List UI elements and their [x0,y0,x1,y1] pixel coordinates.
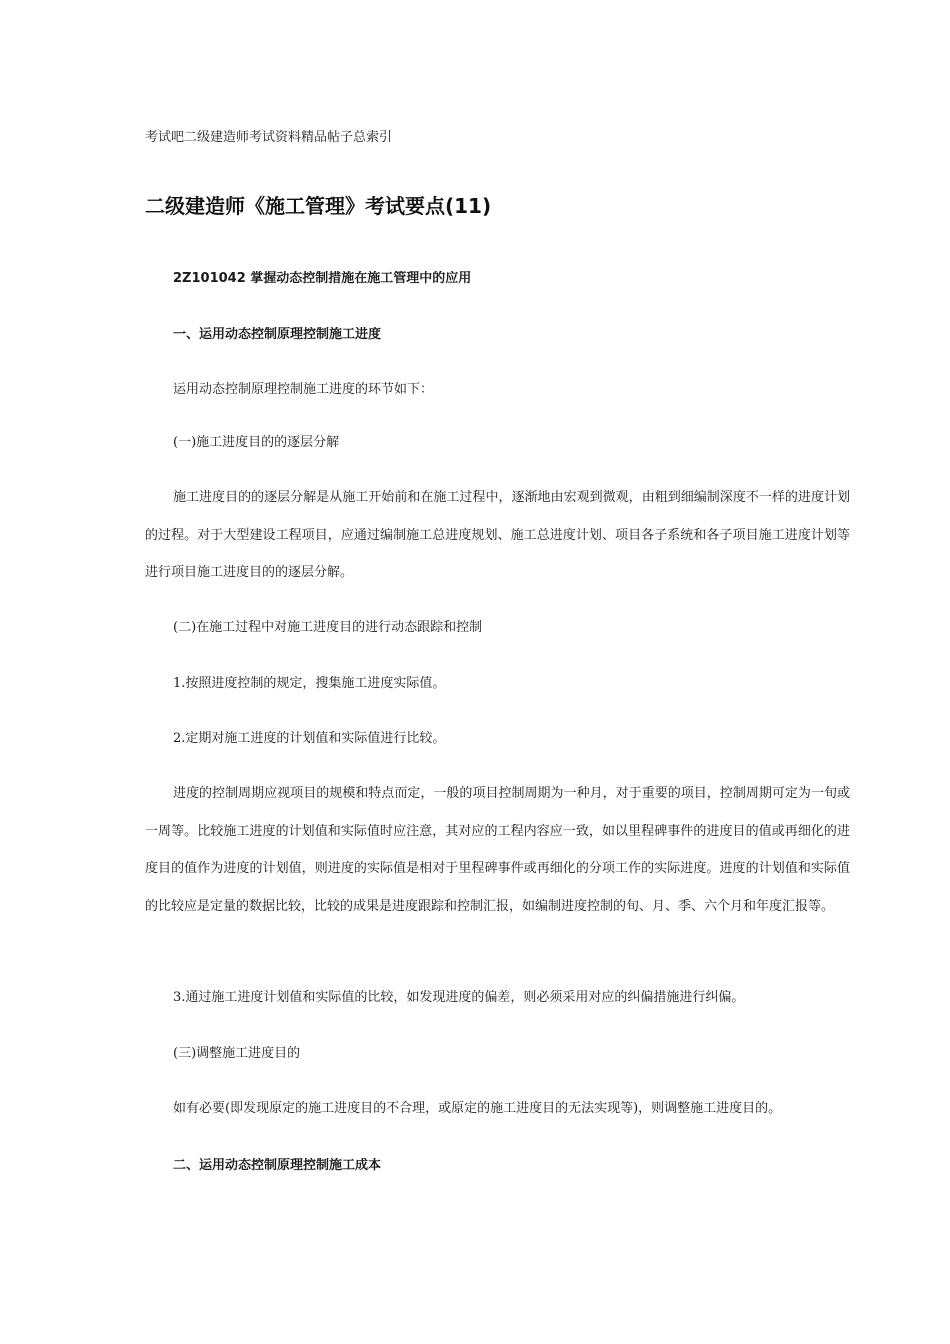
list-item-1: 1.按照进度控制的规定，搜集施工进度实际值。 [173,676,446,691]
paragraph-1: 施工进度目的的逐层分解是从施工开始前和在施工过程中，逐渐地由宏观到微观，由粗到细编制深度不一样的进度计划的过程。对于大型建设工程项目，应通过编制施工总进度规划、施工总进度计划、项目各子系统和各子项目施工进度计划等进行项目施工进度目的的逐层分解。 [145,490,850,580]
section-heading-1: 一、运用动态控制原理控制施工进度 [173,327,382,342]
section-code-heading: 2Z101042 掌握动态控制措施在施工管理中的应用 [173,271,472,286]
list-item-2: 2.定期对施工进度的计划值和实际值进行比较。 [173,731,446,746]
subheading-3: (三)调整施工进度目的 [173,1046,301,1061]
header-link[interactable]: 考试吧二级建造师考试资料精品帖子总索引 [145,130,393,145]
paragraph-3: 如有必要(即发现原定的施工进度目的不合理，或原定的施工进度目的无法实现等)，则调整施工进度目的。 [173,1101,782,1116]
section-heading-2: 二、运用动态控制原理控制施工成本 [173,1158,382,1173]
subheading-1: (一)施工进度目的的逐层分解 [173,435,340,450]
page-title: 二级建造师《施工管理》考试要点(11) [145,194,492,218]
paragraph-2: 进度的控制周期应视项目的规模和特点而定，一般的项目控制周期为一种月，对于重要的项目，控制周期可定为一旬或一周等。比较施工进度的计划值和实际值时应注意，其对应的工程内容应一致，如以里程碑事件的进度目的值或再细化的进度目的值作为进度的计划值，则进度的实际值是相对于里程碑事件或再细化的分项工作的实际进度。进度的计划值和实际值的比较应是定量的数据比较，比较的成果是进度跟踪和控制汇报，如编制进度控制的旬、月、季、六个月和年度汇报等。 [145,786,850,914]
intro-text: 运用动态控制原理控制施工进度的环节如下： [173,382,434,397]
subheading-2: (二)在施工过程中对施工进度目的进行动态跟踪和控制 [173,620,483,635]
list-item-3: 3.通过施工进度计划值和实际值的比较，如发现进度的偏差，则必须采用对应的纠偏措施进行纠偏。 [173,990,745,1005]
